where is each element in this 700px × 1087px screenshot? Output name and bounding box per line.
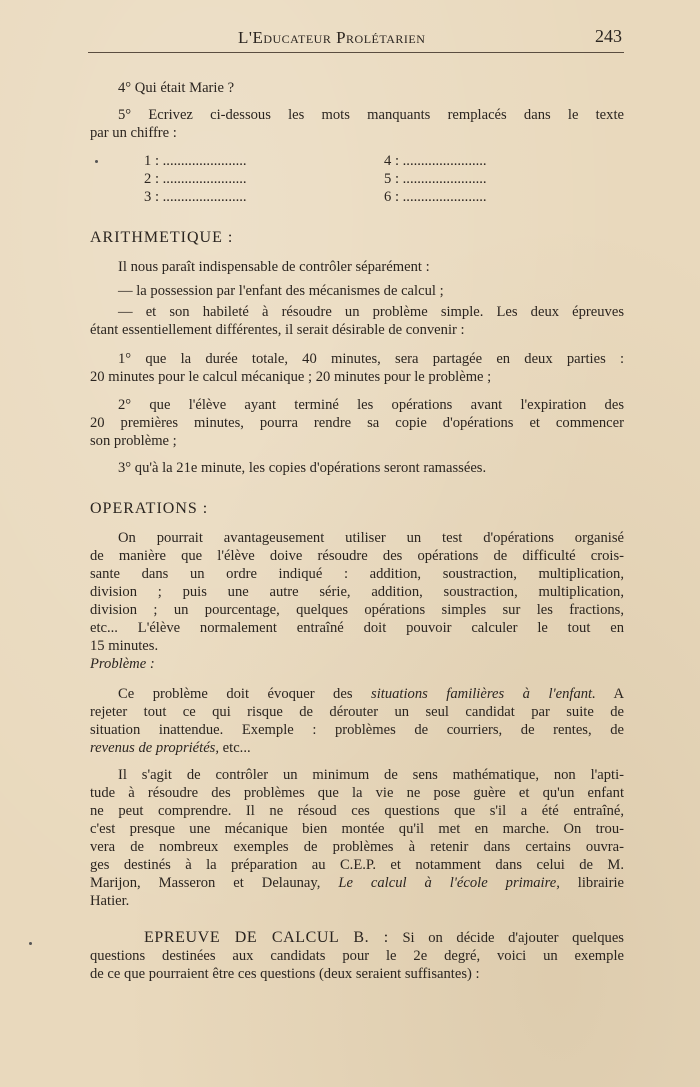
text-line: — et son habileté à résoudre un problème simple. Les deux épreuves [118, 304, 624, 320]
section-heading-operations: OPERATIONS : [90, 500, 209, 517]
text-line [118, 685, 624, 703]
text-line [90, 874, 624, 892]
text-line: étant essentiellement différentes, il serait désirable de convenir : [90, 322, 465, 338]
question-5-line: par un chiffre : [90, 125, 177, 141]
italic-span: situations familières à l'enfant. [371, 686, 596, 702]
text-line: division ; puis une autre série, addition, soustraction, multiplication, [90, 584, 624, 600]
text-line: c'est presque une mécanique bien montée qu'il met en marche. On trou- [90, 821, 624, 837]
text-span: Ce problème doit évoquer des [118, 686, 372, 702]
blank-5: 5 : ....................... [384, 171, 487, 187]
text-line: questions destinées aux candidats pour le 2e degré, voici un exemple [90, 948, 624, 964]
text-line: son problème ; [90, 433, 177, 449]
question-5-line: 5° Ecrivez ci-dessous les mots manquants remplacés dans le texte [118, 107, 624, 123]
text-line: — la possession par l'enfant des mécanismes de calcul ; [118, 283, 444, 299]
blank-2: 2 : ....................... [144, 171, 247, 187]
text-span: Marijon, Masseron et Delaunay, [90, 875, 339, 891]
subheading-probleme: Problème : [90, 656, 155, 672]
italic-span: revenus de propriétés, [90, 740, 220, 756]
text-line: 1° que la durée totale, 40 minutes, sera partagée en deux parties : [118, 351, 624, 367]
section-heading-arithmetique: ARITHMETIQUE : [90, 229, 234, 246]
text-span: Si on décide d'ajouter quelques [388, 930, 624, 946]
text-span: A [595, 686, 624, 702]
question-4: 4° Qui était Marie ? [118, 80, 235, 96]
text-line: 3° qu'à la 21e minute, les copies d'opérations seront ramassées. [118, 460, 487, 476]
text-line: rejeter tout ce qui risque de dérouter un seul candidat par suite de [90, 704, 624, 720]
italic-span: Le calcul à l'école primaire, [338, 875, 560, 891]
text-line: Il s'agit de contrôler un minimum de sens mathématique, non l'apti- [118, 767, 624, 783]
text-line: vera de nombreux exemples de problèmes à retenir dans certains ouvra- [90, 839, 624, 855]
text-line: tude à résoudre des problèmes que la vie ne pose guère et qu'un enfant [90, 785, 624, 801]
text-line: ne peut comprendre. Il ne résoud ces questions que s'il a été entraîné, [90, 803, 624, 819]
text-line: 20 premières minutes, pourra rendre sa copie d'opérations et commencer [90, 415, 624, 431]
journal-title: L'Educateur Prolétarien [238, 28, 426, 47]
text-line: 15 minutes. [90, 638, 159, 654]
text-line: Il nous paraît indispensable de contrôler séparément : [118, 259, 430, 275]
page-header [88, 26, 624, 53]
text-line: ges destinés à la préparation au C.E.P. et notamment dans celui de M. [90, 857, 624, 873]
text-line: de ce que pourraient être ces questions (deux seraient suffisantes) : [90, 966, 480, 982]
text-line: sante dans un ordre indiqué : addition, soustraction, multiplication, [90, 566, 624, 582]
text-line: 2° que l'élève ayant terminé les opérations avant l'expiration des [118, 397, 624, 413]
paper-speck [95, 160, 98, 163]
text-line: situation inattendue. Exemple : problèmes de courriers, de rentes, de [90, 722, 624, 738]
text-line [144, 929, 624, 947]
text-line: de manière que l'élève doive résoudre des opérations de difficulté crois- [90, 548, 624, 564]
page-number: 243 [595, 26, 622, 46]
section-heading-epreuve: EPREUVE DE CALCUL B. : [144, 929, 389, 946]
text-span: librairie [559, 875, 624, 891]
text-line: 20 minutes pour le calcul mécanique ; 20 minutes pour le problème ; [90, 369, 492, 385]
text-span: etc... [219, 740, 251, 756]
blank-1: 1 : ....................... [144, 153, 247, 169]
paper-speck [29, 942, 32, 945]
blank-4: 4 : ....................... [384, 153, 487, 169]
blank-3: 3 : ....................... [144, 189, 247, 205]
text-line: On pourrait avantageusement utiliser un test d'opérations organisé [118, 530, 624, 546]
text-line: etc... L'élève normalement entraîné doit pouvoir calculer le tout en [90, 620, 624, 636]
text-line: Hatier. [90, 893, 130, 909]
text-line: division ; un pourcentage, quelques opérations simples sur les fractions, [90, 602, 624, 618]
text-line [90, 739, 251, 757]
blank-6: 6 : ....................... [384, 189, 487, 205]
